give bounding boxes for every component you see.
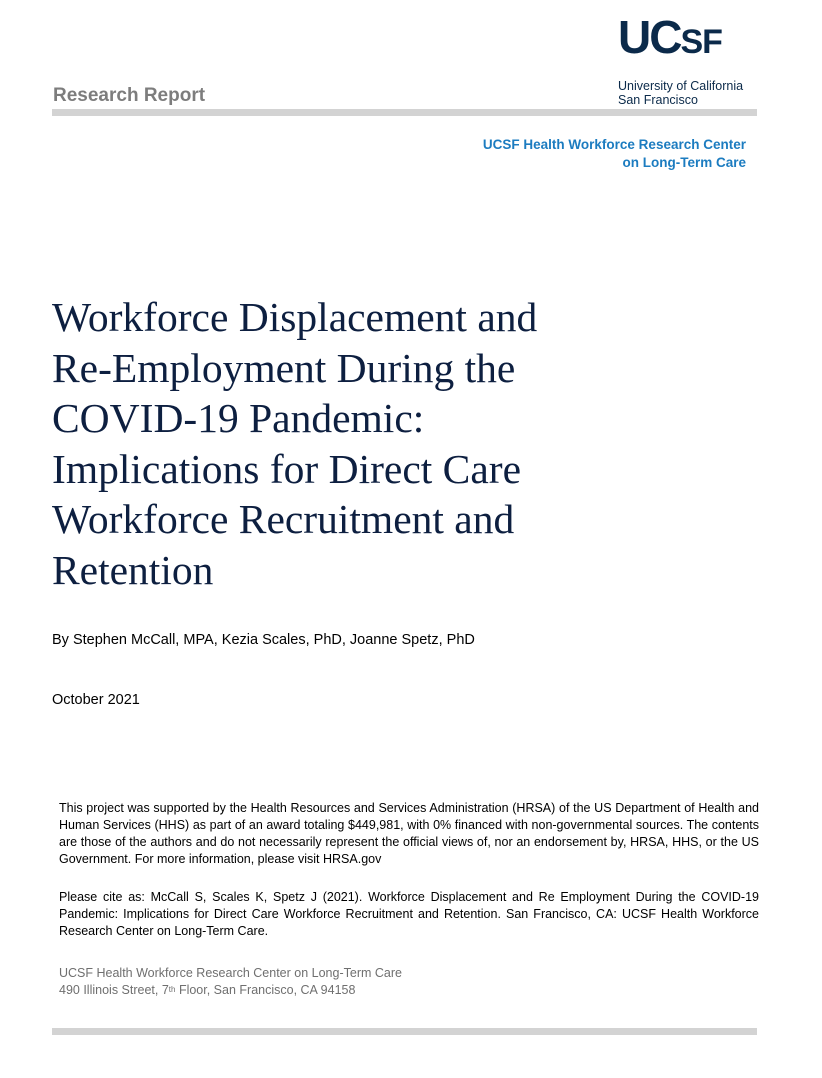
authors: By Stephen McCall, MPA, Kezia Scales, PhD, Joanne Spetz, PhD	[52, 632, 475, 648]
title-line: Workforce Recruitment and	[52, 496, 515, 542]
center-line-2: on Long-Term Care	[622, 155, 746, 170]
title-line: COVID-19 Pandemic:	[52, 395, 425, 441]
logo-line-1: University of California	[618, 79, 744, 93]
title-line: Re-Employment During the	[52, 344, 516, 391]
research-center-name	[483, 136, 746, 172]
title-line: Implications for Direct Care	[52, 445, 522, 492]
logo-line-2: San Francisco	[618, 93, 698, 107]
report-title	[52, 292, 672, 595]
publication-date: October 2021	[52, 692, 140, 708]
center-line-1: UCSF Health Workforce Research Center	[482, 137, 746, 152]
bottom-divider	[52, 1028, 757, 1035]
address-block	[59, 965, 402, 999]
title-line: Workforce Displacement and	[52, 294, 538, 340]
funding-note: This project was supported by the Health Resources and Services Administration (HRSA) of the US Department of Health and Human Services (HHS) as part of an award totaling $449,981, with 0% financed with non-governmental sources. The contents are those of the authors and do not necessarily represent the official views of, nor an endorsement by, HRSA, HHS, or the US Government. For more information, please visit HRSA.gov	[59, 801, 759, 866]
address-line-1: UCSF Health Workforce Research Center on Long-Term Care	[59, 966, 402, 980]
logo-wordmark-uc: UC	[618, 11, 681, 63]
address-line-2: 490 Illinois Street, 7th Floor, San Francisco, CA 94158	[59, 983, 356, 997]
citation: Please cite as: McCall S, Scales K, Spetz J (2021). Workforce Displacement and Re Employment During the COVID-19 Pandemic: Implications for Direct Care Workforce Recruitment and Retention. San Francisco, CA: UCSF Health Workforce Research Center on Long-Term Care.	[59, 890, 759, 938]
title-line: Retention	[52, 546, 214, 593]
logo-subtitle	[618, 79, 743, 107]
top-divider	[52, 109, 757, 116]
ucsf-logo	[618, 11, 722, 63]
logo-wordmark-sf: SF	[680, 23, 722, 61]
report-type-label: Research Report	[53, 85, 206, 106]
